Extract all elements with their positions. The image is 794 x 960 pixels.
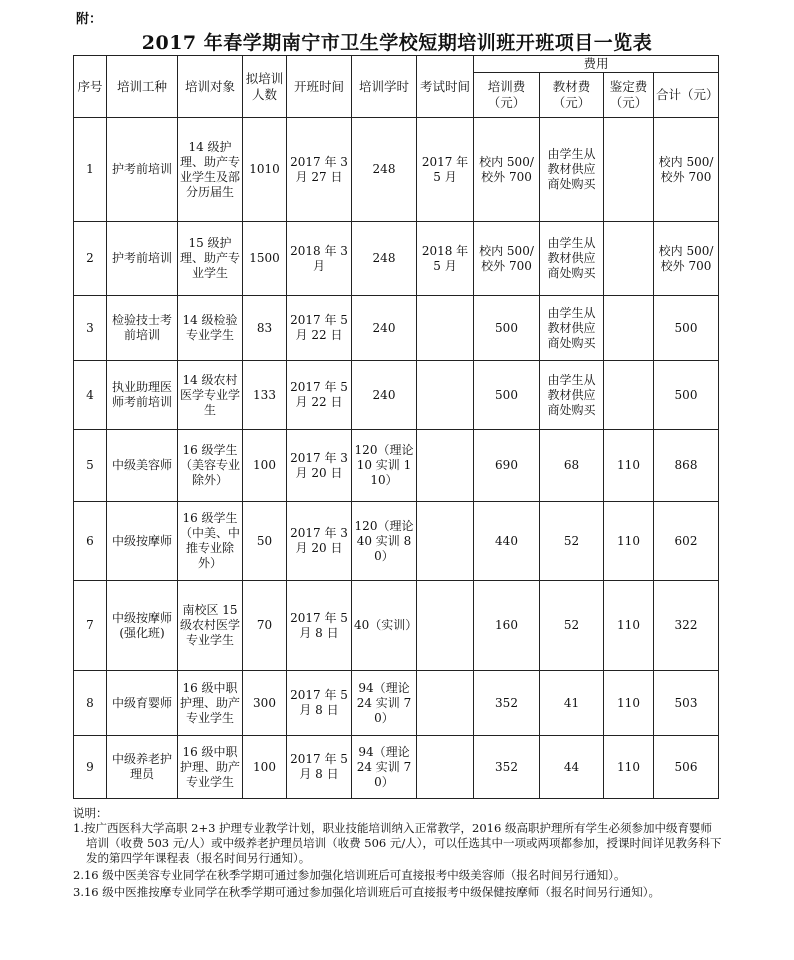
- cell-start: 2017 年 3 月 20 日: [287, 430, 352, 502]
- cell-fee-appraise: 110: [604, 581, 654, 671]
- table-row: [74, 581, 719, 671]
- note-item: 3.16 级中医推按摩专业同学在秋季学期可通过参加强化培训班后可直接报考中级保健按摩师（报名时间另行通知）。: [73, 885, 661, 899]
- cell-count: 100: [243, 736, 287, 799]
- cell-exam: [417, 581, 474, 671]
- table-row: [74, 430, 719, 502]
- header-fee-book: 教材费（元）: [540, 73, 604, 118]
- table-row: [74, 502, 719, 581]
- cell-fee-train: 352: [474, 736, 540, 799]
- cell-fee-appraise: [604, 222, 654, 296]
- cell-seq: 8: [74, 671, 107, 736]
- cell-seq: 5: [74, 430, 107, 502]
- cell-fee-appraise: 110: [604, 736, 654, 799]
- cell-target: 14 级检验专业学生: [178, 296, 243, 361]
- cell-seq: 2: [74, 222, 107, 296]
- cell-exam: [417, 296, 474, 361]
- cell-target: 16 级中职护理、助产专业学生: [178, 671, 243, 736]
- cell-fee-appraise: [604, 118, 654, 222]
- cell-count: 1010: [243, 118, 287, 222]
- table-row: [74, 361, 719, 430]
- cell-exam: 2018 年 5 月: [417, 222, 474, 296]
- header-target: 培训对象: [178, 56, 243, 118]
- cell-start: 2017 年 3 月 20 日: [287, 502, 352, 581]
- header-seq: 序号: [74, 56, 107, 118]
- cell-seq: 6: [74, 502, 107, 581]
- cell-fee-book: 由学生从教材供应商处购买: [540, 222, 604, 296]
- cell-fee-total: 503: [654, 671, 719, 736]
- cell-hours: 94（理论 24 实训 70）: [352, 736, 417, 799]
- header-count: 拟培训人数: [243, 56, 287, 118]
- header-start: 开班时间: [287, 56, 352, 118]
- cell-fee-train: 352: [474, 671, 540, 736]
- header-type: 培训工种: [107, 56, 178, 118]
- cell-exam: [417, 361, 474, 430]
- table-row: [74, 736, 719, 799]
- note-item: 2.16 级中医美容专业同学在秋季学期可通过参加强化培训班后可直接报考中级美容师（报名时间另行通知）。: [73, 868, 626, 882]
- table-row: [74, 222, 719, 296]
- table-row: [74, 296, 719, 361]
- attachment-label: 附：: [76, 12, 103, 27]
- cell-fee-total: 868: [654, 430, 719, 502]
- cell-type: 护考前培训: [107, 118, 178, 222]
- note-item: 1.按广西医科大学高职 2+3 护理专业教学计划，职业技能培训纳入正常教学，2016 级高职护理所有学生必须参加中级育婴师培训（收费 503 元/人）或中级养老护理员培训（收费 506 元/人），可以任选其中一项或两项都参加，授课时间详见教务科下发的第四学年课程表（报名时间另行通知）。: [73, 821, 722, 865]
- cell-hours: 240: [352, 296, 417, 361]
- cell-count: 70: [243, 581, 287, 671]
- cell-type: 中级按摩师: [107, 502, 178, 581]
- cell-fee-book: 68: [540, 430, 604, 502]
- cell-fee-book: 52: [540, 502, 604, 581]
- cell-seq: 4: [74, 361, 107, 430]
- page-title: 2017 年春学期南宁市卫生学校短期培训班开班项目一览表: [141, 32, 653, 54]
- cell-fee-train: 校内 500/校外 700: [474, 118, 540, 222]
- cell-count: 300: [243, 671, 287, 736]
- cell-hours: 248: [352, 222, 417, 296]
- cell-count: 133: [243, 361, 287, 430]
- header-hours: 培训学时: [352, 56, 417, 118]
- header-fee-group: 费用: [474, 56, 719, 73]
- cell-fee-train: 440: [474, 502, 540, 581]
- header-fee-appraise: 鉴定费（元）: [604, 73, 654, 118]
- cell-start: 2017 年 3 月 27 日: [287, 118, 352, 222]
- cell-seq: 9: [74, 736, 107, 799]
- cell-fee-train: 160: [474, 581, 540, 671]
- cell-exam: [417, 430, 474, 502]
- cell-type: 中级育婴师: [107, 671, 178, 736]
- cell-type: 检验技士考前培训: [107, 296, 178, 361]
- cell-fee-total: 500: [654, 361, 719, 430]
- cell-fee-book: 由学生从教材供应商处购买: [540, 361, 604, 430]
- cell-hours: 248: [352, 118, 417, 222]
- cell-hours: 120（理论 10 实训 110）: [352, 430, 417, 502]
- cell-fee-train: 500: [474, 361, 540, 430]
- cell-fee-book: 52: [540, 581, 604, 671]
- cell-fee-total: 506: [654, 736, 719, 799]
- cell-type: 中级按摩师(强化班): [107, 581, 178, 671]
- cell-fee-total: 校内 500/校外 700: [654, 222, 719, 296]
- cell-exam: [417, 502, 474, 581]
- cell-start: 2018 年 3 月: [287, 222, 352, 296]
- cell-fee-appraise: 110: [604, 430, 654, 502]
- cell-target: 14 级护理、助产专业学生及部分历届生: [178, 118, 243, 222]
- cell-target: 14 级农村医学专业学生: [178, 361, 243, 430]
- cell-start: 2017 年 5 月 8 日: [287, 581, 352, 671]
- cell-hours: 240: [352, 361, 417, 430]
- cell-fee-train: 校内 500/校外 700: [474, 222, 540, 296]
- cell-seq: 7: [74, 581, 107, 671]
- cell-seq: 1: [74, 118, 107, 222]
- cell-hours: 120（理论 40 实训 80）: [352, 502, 417, 581]
- cell-fee-total: 校内 500/校外 700: [654, 118, 719, 222]
- cell-exam: [417, 736, 474, 799]
- cell-count: 50: [243, 502, 287, 581]
- cell-target: 16 级中职护理、助产专业学生: [178, 736, 243, 799]
- cell-target: 南校区 15 级农村医学专业学生: [178, 581, 243, 671]
- header-exam: 考试时间: [417, 56, 474, 118]
- cell-fee-appraise: 110: [604, 671, 654, 736]
- cell-type: 中级养老护理员: [107, 736, 178, 799]
- training-table: [73, 55, 719, 799]
- cell-target: 16 级学生（美容专业除外）: [178, 430, 243, 502]
- cell-exam: 2017 年 5 月: [417, 118, 474, 222]
- cell-seq: 3: [74, 296, 107, 361]
- cell-exam: [417, 671, 474, 736]
- cell-start: 2017 年 5 月 8 日: [287, 736, 352, 799]
- cell-fee-book: 41: [540, 671, 604, 736]
- cell-start: 2017 年 5 月 22 日: [287, 296, 352, 361]
- cell-type: 执业助理医师考前培训: [107, 361, 178, 430]
- table-row: [74, 671, 719, 736]
- cell-target: 15 级护理、助产专业学生: [178, 222, 243, 296]
- cell-fee-total: 602: [654, 502, 719, 581]
- table-row: [74, 118, 719, 222]
- cell-target: 16 级学生（中美、中推专业除外）: [178, 502, 243, 581]
- notes-label: 说明：: [73, 806, 108, 820]
- cell-fee-appraise: 110: [604, 502, 654, 581]
- cell-start: 2017 年 5 月 8 日: [287, 671, 352, 736]
- cell-type: 中级美容师: [107, 430, 178, 502]
- cell-count: 100: [243, 430, 287, 502]
- cell-fee-train: 500: [474, 296, 540, 361]
- cell-start: 2017 年 5 月 22 日: [287, 361, 352, 430]
- header-fee-train: 培训费（元）: [474, 73, 540, 118]
- cell-count: 1500: [243, 222, 287, 296]
- cell-fee-book: 由学生从教材供应商处购买: [540, 296, 604, 361]
- notes-section: [73, 806, 723, 902]
- cell-fee-book: 由学生从教材供应商处购买: [540, 118, 604, 222]
- cell-hours: 94（理论 24 实训 70）: [352, 671, 417, 736]
- cell-fee-train: 690: [474, 430, 540, 502]
- cell-fee-appraise: [604, 361, 654, 430]
- cell-fee-total: 500: [654, 296, 719, 361]
- header-fee-total: 合计（元）: [654, 73, 719, 118]
- cell-fee-total: 322: [654, 581, 719, 671]
- cell-count: 83: [243, 296, 287, 361]
- cell-fee-book: 44: [540, 736, 604, 799]
- cell-type: 护考前培训: [107, 222, 178, 296]
- cell-hours: 40（实训）: [352, 581, 417, 671]
- cell-fee-appraise: [604, 296, 654, 361]
